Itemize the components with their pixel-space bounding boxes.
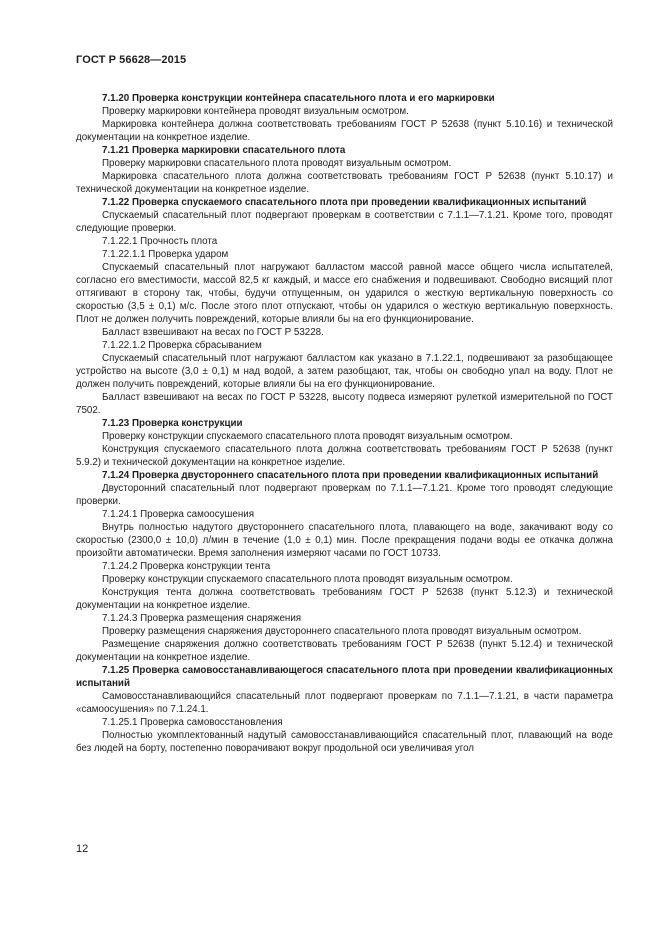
section-heading: 7.1.21 Проверка маркировки спасательного плота xyxy=(102,145,346,156)
section-heading: 7.1.22 Проверка спускаемого спасательного плота при проведении квалификационных испытаний xyxy=(102,197,587,208)
paragraph: Спускаемый спасательный плот подвергают проверкам в соответствии с 7.1.1—7.1.21. Кроме того, проводят следующие проверки. xyxy=(76,210,613,234)
paragraph: Внутрь полностью надутого двустороннего спасательного плота, плавающего на воде, закачивают воду со скоростью (2300,0 ± 10,0) л/мин в течение (1,0 ± 0,1) мин. После прекращения подачи воды ее откачка должна произойти автоматически. Время заполнения измеряют часами по ГОСТ 10733. xyxy=(76,522,613,559)
paragraph: 7.1.22.1.2 Проверка сбрасыванием xyxy=(102,340,262,351)
section-heading: 7.1.23 Проверка конструкции xyxy=(102,418,243,429)
paragraph: 7.1.22.1 Прочность плота xyxy=(102,236,218,247)
paragraph: 7.1.24.1 Проверка самоосушения xyxy=(102,509,255,520)
paragraph: Проверку размещения снаряжения двустороннего спасательного плота проводят визуальным осмотром. xyxy=(102,626,582,637)
section-heading: 7.1.25 Проверка самовосстанавливающегося спасательного плота при проведении квалификационных испытаний xyxy=(76,665,613,689)
paragraph: 7.1.24.3 Проверка размещения снаряжения xyxy=(102,613,302,624)
paragraph: Балласт взвешивают на весах по ГОСТ Р 53228. xyxy=(102,327,324,338)
paragraph: 7.1.25.1 Проверка самовосстановления xyxy=(102,717,283,728)
paragraph: Маркировка спасательного плота должна соответствовать требованиям ГОСТ Р 52638 (пункт 5.10.17) и технической документации на конкретное изделие. xyxy=(76,171,613,195)
paragraph: 7.1.22.1.1 Проверка ударом xyxy=(102,249,229,260)
paragraph: Проверку маркировки спасательного плота проводят визуальным осмотром. xyxy=(102,158,452,169)
paragraph: Самовосстанавливающийся спасательный плот подвергают проверкам по 7.1.1—7.1.21, в части параметра «самоосушения» по 7.1.24.1. xyxy=(76,691,613,715)
paragraph: Полностью укомплектованный надутый самовосстанавливающийся спасательный плот, плавающий на воде без людей на борту, постепенно поворачивают вокруг продольной оси увеличивая угол xyxy=(76,730,613,754)
paragraph: Двусторонний спасательный плот подвергают проверкам по 7.1.1—7.1.21. Кроме того проводят следующие проверки. xyxy=(76,483,613,507)
paragraph: Проверку конструкции спускаемого спасательного плота проводят визуальным осмотром. xyxy=(102,431,513,442)
page-number: 12 xyxy=(76,843,89,855)
section-heading: 7.1.24 Проверка двустороннего спасательного плота при проведении квалификационных испытаний xyxy=(102,470,599,481)
document-body xyxy=(76,92,613,755)
paragraph: Маркировка контейнера должна соответствовать требованиям ГОСТ Р 52638 (пункт 5.10.16) и технической документации на конкретное изделие. xyxy=(76,119,613,143)
paragraph: Конструкция спускаемого спасательного плота должна соответствовать требованиям ГОСТ Р 52638 (пункт 5.9.2) и технической документации на конкретное изделие. xyxy=(76,444,613,468)
paragraph: Спускаемый спасательный плот нагружают балластом как указано в 7.1.22.1, подвешивают за разобщающее устройство на высоте (3,0 ± 0,1) м над водой, а затем разобщают, так, чтобы он свободно упал на воду. Плот не должен получить повреждений, которые влияли бы на его функционирование. xyxy=(76,353,613,390)
paragraph: Спускаемый спасательный плот нагружают балластом массой равной массе общего числа испытателей, согласно его вместимости, массой 82,5 кг каждый, и массе его снабжения и подвешивают. Свободно висящий плот оттягивают в сторону так, чтобы, будучи отпущенным, он ударился о жесткую вертикальную поверхность со скоростью (3,5 ± 0,1) м/с. После этого плот отпускают, чтобы он ударился о жесткую вертикальную поверхность. Плот не должен получить повреждений, которые влияли бы на его функционирование. xyxy=(76,262,613,325)
paragraph: Проверку конструкции спускаемого спасательного плота проводят визуальным осмотром. xyxy=(102,574,513,585)
document-header: ГОСТ Р 56628—2015 xyxy=(76,54,187,66)
paragraph: 7.1.24.2 Проверка конструкции тента xyxy=(102,561,271,572)
section-heading: 7.1.20 Проверка конструкции контейнера спасательного плота и его маркировки xyxy=(102,93,495,104)
paragraph: Размещение снаряжения должно соответствовать требованиям ГОСТ Р 52638 (пункт 5.12.4) и технической документации на конкретное изделие. xyxy=(76,639,613,663)
paragraph: Балласт взвешивают на весах по ГОСТ Р 53228, высоту подвеса измеряют рулеткой измерительной по ГОСТ 7502. xyxy=(76,392,613,416)
paragraph: Конструкция тента должна соответствовать требованиям ГОСТ Р 52638 (пункт 5.12.3) и технической документации на конкретное изделие. xyxy=(76,587,613,611)
paragraph: Проверку маркировки контейнера проводят визуальным осмотром. xyxy=(102,106,409,117)
